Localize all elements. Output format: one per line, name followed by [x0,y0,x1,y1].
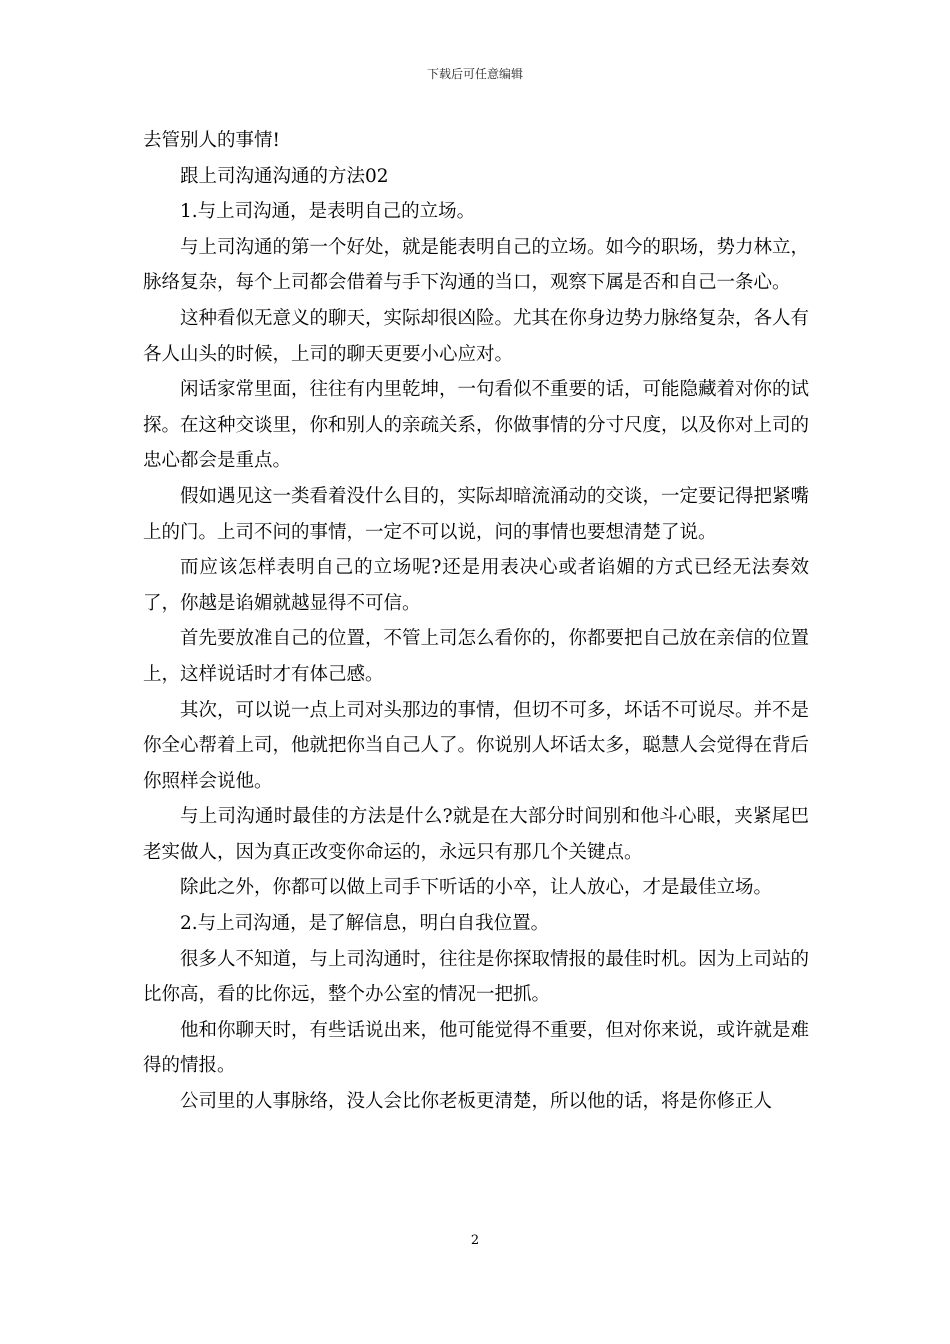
paragraph: 与上司沟通的第一个好处，就是能表明自己的立场。如今的职场，势力林立，脉络复杂，每个上司都会借着与手下沟通的当口，观察下属是否和自己一条心。 [143,236,810,294]
subsection-heading: 1.与上司沟通，是表明自己的立场。 [180,201,476,223]
paragraph: 公司里的人事脉络，没人会比你老板更清楚，所以他的话，将是你修正人 [180,1091,773,1113]
paragraph: 而应该怎样表明自己的立场呢?还是用表决心或者谄媚的方式已经无法奏效了，你越是谄媚就越显得不可信。 [143,557,809,614]
paragraph: 假如遇见这一类看着没什么目的，实际却暗流涌动的交谈，一定要记得把紧嘴上的门。上司不问的事情，一定不可以说，问的事情也要想清楚了说。 [143,485,810,543]
page-number: 2 [470,1233,480,1248]
paragraph: 去管别人的事情! [143,130,280,151]
paragraph: 闲话家常里面，往往有内里乾坤，一句看似不重要的话，可能隐藏着对你的试探。在这种交谈里，你和别人的亲疏关系，你做事情的分寸尺度，以及你对上司的忠心都会是重点。 [143,379,810,472]
subsection-heading: 2.与上司沟通，是了解信息，明白自我位置。 [180,913,550,935]
paragraph: 除此之外，你都可以做上司手下听话的小卒，让人放心，才是最佳立场。 [180,877,773,899]
paragraph: 其次，可以说一点上司对头那边的事情，但切不可多，坏话不可说尽。并不是你全心帮着上司，他就把你当自己人了。你说别人坏话太多，聪慧人会觉得在背后你照样会说他。 [143,699,810,792]
paragraph: 很多人不知道，与上司沟通时，往往是你探取情报的最佳时机。因为上司站的比你高，看的比你远，整个办公室的情况一把抓。 [143,948,810,1006]
paragraph: 这种看似无意义的聊天，实际却很凶险。尤其在你身边势力脉络复杂，各人有各人山头的时候，上司的聊天更要小心应对。 [143,307,810,365]
paragraph: 他和你聊天时，有些话说出来，他可能觉得不重要，但对你来说，或许就是难得的情报。 [143,1019,810,1077]
paragraph: 与上司沟通时最佳的方法是什么?就是在大部分时间别和他斗心眼，夹紧尾巴老实做人，因为真正改变你命运的，永远只有那几个关键点。 [143,806,809,863]
page-header: 下载后可任意编辑 [426,67,523,81]
paragraph: 首先要放准自己的位置，不管上司怎么看你的，你都要把自己放在亲信的位置上，这样说话时才有体己感。 [143,628,810,685]
section-heading: 跟上司沟通沟通的方法02 [180,165,389,187]
document-body [143,123,809,1120]
